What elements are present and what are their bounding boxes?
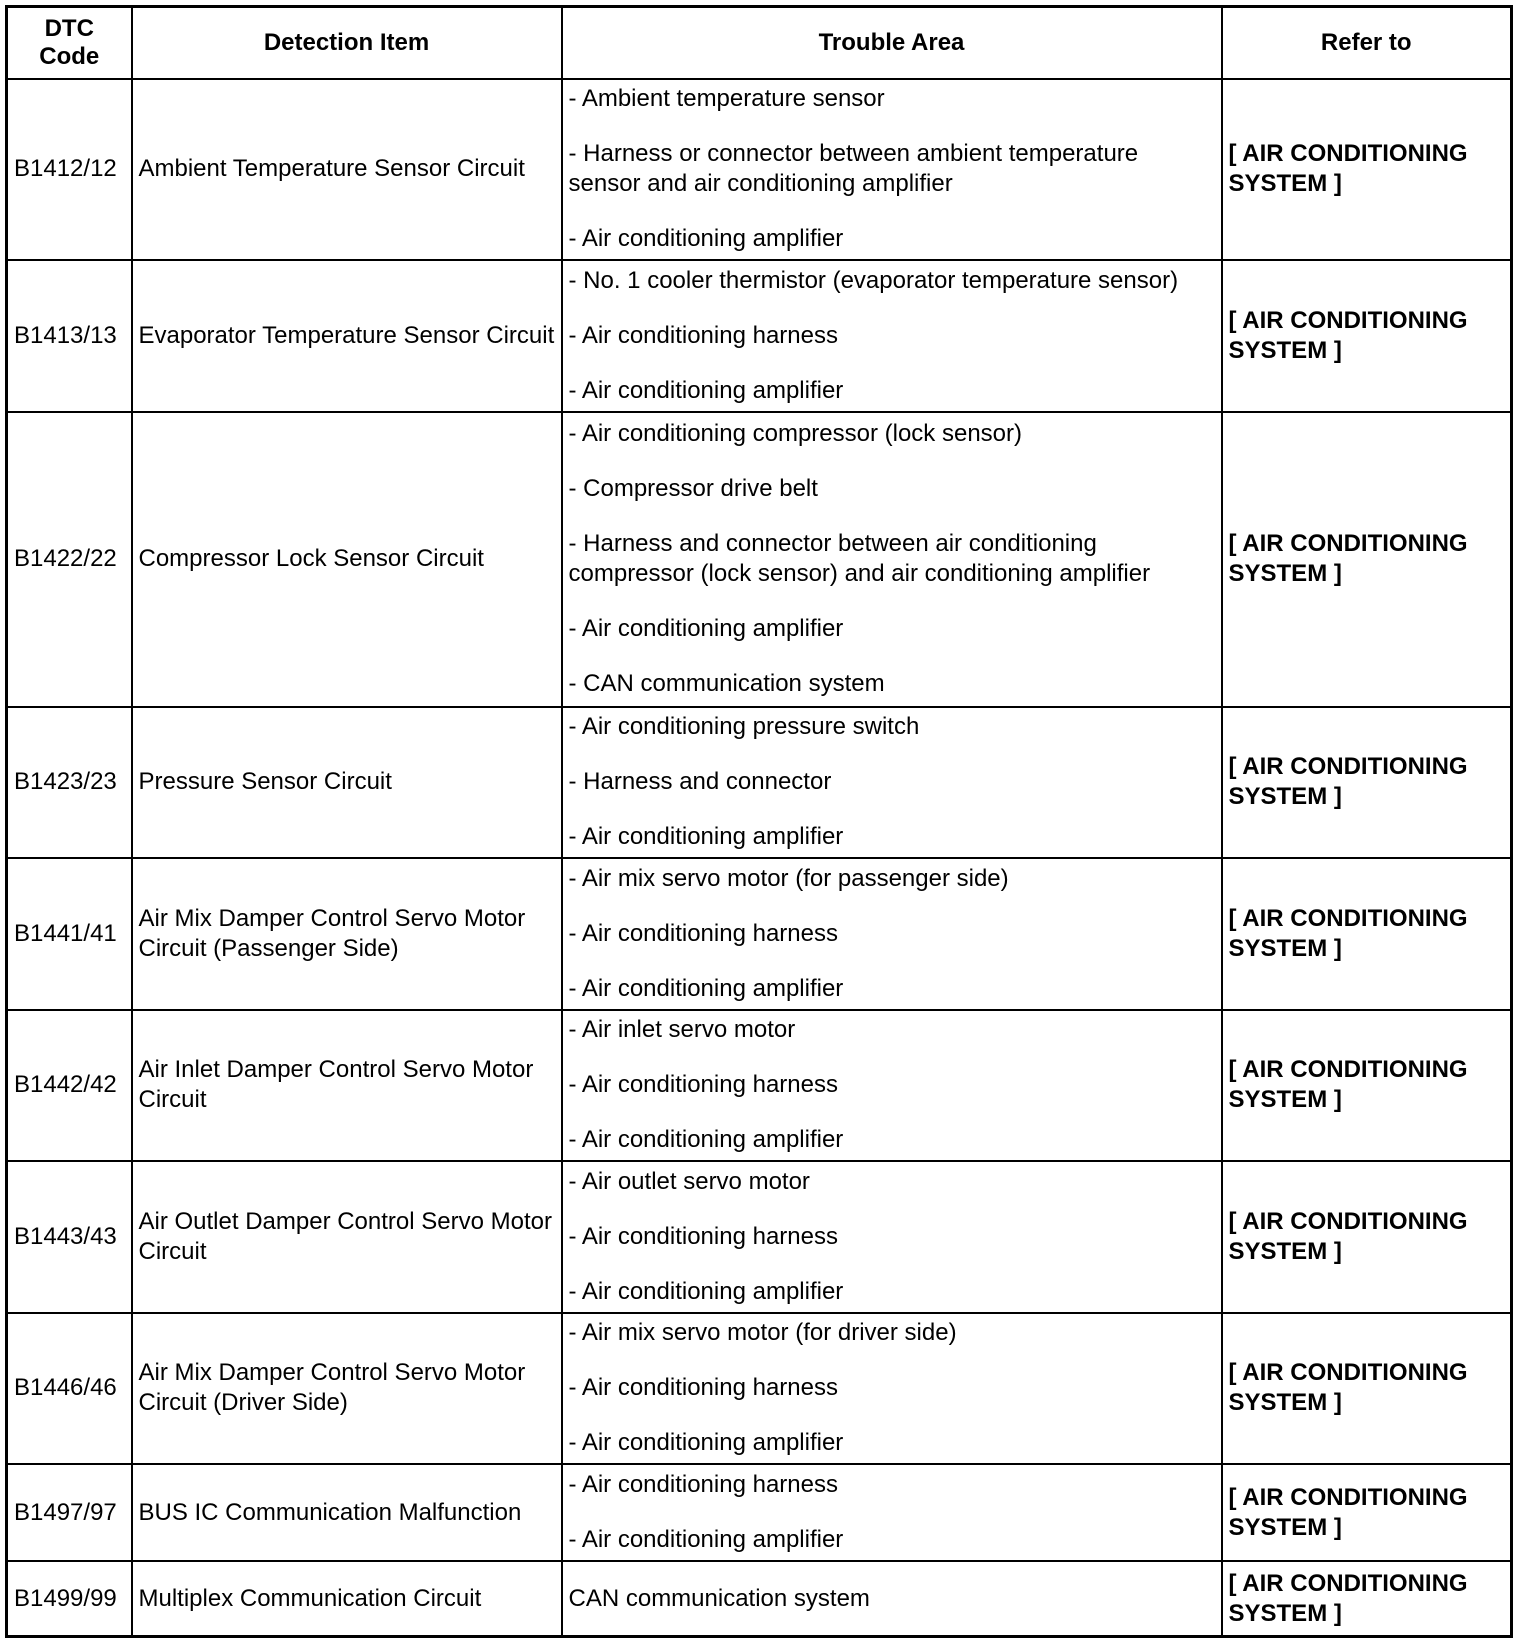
trouble-area-item: - Air conditioning amplifier — [568, 823, 844, 851]
trouble-area-item: - Air conditioning pressure switch — [568, 713, 920, 741]
refer-to-link[interactable]: [ AIR CONDITIONING SYSTEM ] — [1222, 412, 1512, 707]
detection-item: Air Mix Damper Control Servo Motor Circuit (Passenger Side) — [132, 858, 562, 1010]
trouble-area — [562, 1161, 1222, 1313]
trouble-area-item: - Air inlet servo motor — [568, 1016, 796, 1044]
table-row — [7, 707, 1512, 859]
dtc-table-body — [7, 79, 1512, 1637]
trouble-area-item: - Air conditioning harness — [568, 919, 838, 947]
trouble-area — [562, 79, 1222, 261]
detection-item: Air Inlet Damper Control Servo Motor Circuit — [132, 1010, 562, 1162]
dtc-table — [5, 5, 1513, 1638]
trouble-area-item: - Air conditioning harness — [568, 1222, 838, 1250]
detection-item: Pressure Sensor Circuit — [132, 707, 562, 859]
trouble-area — [562, 707, 1222, 859]
refer-to-link[interactable]: [ AIR CONDITIONING SYSTEM ] — [1222, 1464, 1512, 1561]
refer-to-link[interactable]: [ AIR CONDITIONING SYSTEM ] — [1222, 1313, 1512, 1465]
trouble-area-item: - No. 1 cooler thermistor (evaporator temperature sensor) — [568, 267, 1179, 295]
dtc-code: B1499/99 — [7, 1561, 132, 1636]
trouble-area-item: - Air outlet servo motor — [568, 1167, 810, 1195]
detection-item: Multiplex Communication Circuit — [132, 1561, 562, 1636]
dtc-code: B1443/43 — [7, 1161, 132, 1313]
table-row — [7, 1161, 1512, 1313]
trouble-area-item: - Air conditioning amplifier — [568, 1126, 844, 1154]
dtc-code: B1422/22 — [7, 412, 132, 707]
dtc-code: B1412/12 — [7, 79, 132, 261]
refer-to-link[interactable]: [ AIR CONDITIONING SYSTEM ] — [1222, 1161, 1512, 1313]
header-refer-to: Refer to — [1222, 7, 1512, 79]
trouble-area-item: - Air conditioning harness — [568, 322, 838, 350]
trouble-area-item: - Air conditioning amplifier — [568, 974, 844, 1002]
table-row — [7, 1313, 1512, 1465]
table-row — [7, 858, 1512, 1010]
trouble-area-item: - Air conditioning amplifier — [568, 1277, 844, 1305]
refer-to-link[interactable]: [ AIR CONDITIONING SYSTEM ] — [1222, 79, 1512, 261]
table-row — [7, 412, 1512, 707]
table-row — [7, 1561, 1512, 1636]
trouble-area-item: - Air conditioning amplifier — [568, 1526, 844, 1554]
trouble-area-item: CAN communication system — [568, 1584, 870, 1612]
refer-to-link[interactable]: [ AIR CONDITIONING SYSTEM ] — [1222, 707, 1512, 859]
detection-item: Compressor Lock Sensor Circuit — [132, 412, 562, 707]
trouble-area-item: - Air conditioning amplifier — [568, 615, 844, 643]
header-detection-item: Detection Item — [132, 7, 562, 79]
header-dtc-code: DTC Code — [7, 7, 132, 79]
trouble-area-item: - Ambient temperature sensor — [568, 85, 885, 113]
header-trouble-area: Trouble Area — [562, 7, 1222, 79]
dtc-code: B1423/23 — [7, 707, 132, 859]
trouble-area-item: - CAN communication system — [568, 670, 885, 698]
trouble-area-item: - Air conditioning harness — [568, 1471, 838, 1499]
dtc-code: B1497/97 — [7, 1464, 132, 1561]
trouble-area — [562, 260, 1222, 412]
table-row — [7, 1464, 1512, 1561]
detection-item: BUS IC Communication Malfunction — [132, 1464, 562, 1561]
trouble-area-item: - Air conditioning harness — [568, 1374, 838, 1402]
trouble-area-item: - Harness or connector between ambient temperature sensor and air conditioning amplifier — [568, 140, 1139, 198]
dtc-code: B1446/46 — [7, 1313, 132, 1465]
detection-item: Ambient Temperature Sensor Circuit — [132, 79, 562, 261]
trouble-area-item: - Air conditioning harness — [568, 1071, 838, 1099]
trouble-area — [562, 858, 1222, 1010]
trouble-area-item: - Air mix servo motor (for driver side) — [568, 1319, 957, 1347]
trouble-area-item: - Air conditioning compressor (lock sensor) — [568, 420, 1023, 448]
refer-to-link[interactable]: [ AIR CONDITIONING SYSTEM ] — [1222, 1010, 1512, 1162]
refer-to-link[interactable]: [ AIR CONDITIONING SYSTEM ] — [1222, 1561, 1512, 1636]
trouble-area — [562, 1010, 1222, 1162]
refer-to-link[interactable]: [ AIR CONDITIONING SYSTEM ] — [1222, 260, 1512, 412]
refer-to-link[interactable]: [ AIR CONDITIONING SYSTEM ] — [1222, 858, 1512, 1010]
trouble-area-item: - Air conditioning amplifier — [568, 1429, 844, 1457]
table-row — [7, 79, 1512, 261]
detection-item: Air Mix Damper Control Servo Motor Circuit (Driver Side) — [132, 1313, 562, 1465]
trouble-area-item: - Air conditioning amplifier — [568, 225, 844, 253]
dtc-code: B1413/13 — [7, 260, 132, 412]
trouble-area-item: - Compressor drive belt — [568, 475, 818, 503]
trouble-area — [562, 1561, 1222, 1636]
trouble-area — [562, 1313, 1222, 1465]
detection-item: Air Outlet Damper Control Servo Motor Circuit — [132, 1161, 562, 1313]
trouble-area-item: - Air mix servo motor (for passenger side) — [568, 864, 1009, 892]
trouble-area-item: - Harness and connector between air conditioning compressor (lock sensor) and air conditioning amplifier — [568, 530, 1151, 588]
trouble-area — [562, 412, 1222, 707]
trouble-area — [562, 1464, 1222, 1561]
header-row — [7, 7, 1512, 79]
trouble-area-item: - Harness and connector — [568, 768, 832, 796]
table-row — [7, 260, 1512, 412]
table-row — [7, 1010, 1512, 1162]
detection-item: Evaporator Temperature Sensor Circuit — [132, 260, 562, 412]
trouble-area-item: - Air conditioning amplifier — [568, 377, 844, 405]
dtc-code: B1441/41 — [7, 858, 132, 1010]
dtc-code: B1442/42 — [7, 1010, 132, 1162]
